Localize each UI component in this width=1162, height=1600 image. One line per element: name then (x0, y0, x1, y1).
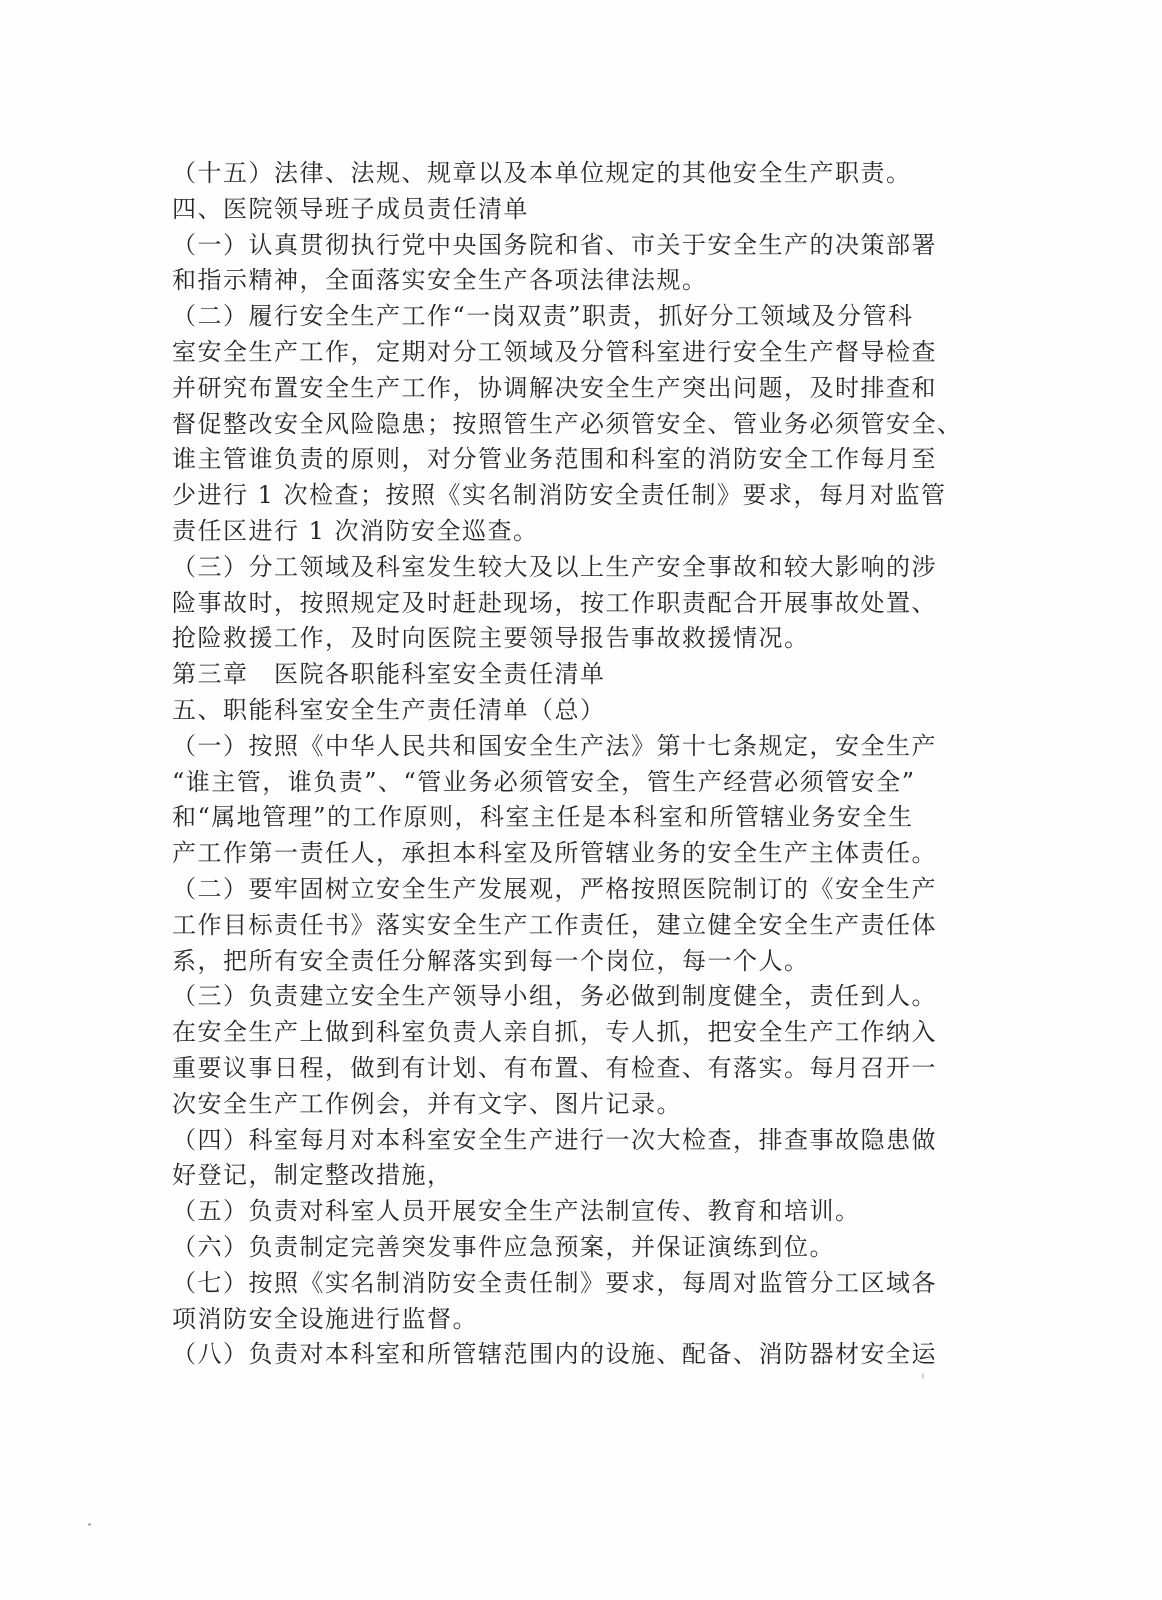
text-line: （四）科室每月对本科室安全生产进行一次大检查，排查事故隐患做 (172, 1125, 937, 1154)
text-line: （五）负责对科室人员开展安全生产法制宣传、教育和培训。 (172, 1197, 861, 1226)
text-line: 谁主管谁负责的原则，对分管业务范围和科室的消防安全工作每月至 (172, 445, 937, 474)
text-line: （三）分工领域及科室发生较大及以上生产安全事故和较大影响的涉 (172, 552, 937, 581)
text-line: 险事故时，按照规定及时赶赴现场，按工作职责配合开展事故处置、 (172, 588, 937, 617)
text-line: 重要议事日程，做到有计划、有布置、有检查、有落实。每月召开一 (172, 1053, 937, 1082)
section-heading: 五、职能科室安全生产责任清单（总） (172, 695, 606, 724)
text-line: 次安全生产工作例会，并有文字、图片记录。 (172, 1089, 682, 1118)
text-line: （十五）法律、法规、规章以及本单位规定的其他安全生产职责。 (172, 159, 912, 187)
section-heading: 四、医院领导班子成员责任清单 (172, 194, 529, 223)
text-line: 和“属地管理”的工作原则，科室主任是本科室和所管辖业务安全生 (172, 803, 914, 832)
scan-speck (88, 1523, 91, 1526)
text-line: 系，把所有安全责任分解落实到每一个岗位，每一个人。 (172, 946, 810, 975)
text-line: （二）履行安全生产工作“一岗双责”职责，抓好分工领域及分管科 (172, 302, 914, 331)
text-line: （一）认真贯彻执行党中央国务院和省、市关于安全生产的决策部署 (172, 230, 937, 259)
text-line: （二）要牢固树立安全生产发展观，严格按照医院制订的《安全生产 (172, 874, 937, 903)
text-line: 在安全生产上做到科室负责人亲自抓，专人抓，把安全生产工作纳入 (172, 1018, 937, 1047)
text-line: 产工作第一责任人，承担本科室及所管辖业务的安全生产主体责任。 (172, 839, 937, 868)
text-line: 室安全生产工作，定期对分工领域及分管科室进行安全生产督导检查 (172, 337, 937, 366)
text-line: 和指示精神，全面落实安全生产各项法律法规。 (172, 266, 708, 295)
text-line: （六）负责制定完善突发事件应急预案，并保证演练到位。 (172, 1232, 835, 1261)
text-line: 并研究布置安全生产工作，协调解决安全生产突出问题，及时排查和 (172, 373, 937, 402)
text-line: （三）负责建立安全生产领导小组，务必做到制度健全，责任到人。 (172, 982, 937, 1011)
scan-speck (922, 1373, 924, 1379)
text-line: 项消防安全设施进行监督。 (172, 1304, 478, 1333)
document-body (172, 156, 962, 1373)
text-line: 抢险救援工作，及时向医院主要领导报告事故救援情况。 (172, 624, 810, 653)
text-line: “谁主管，谁负责”、“管业务必须管安全，管生产经营必须管安全” (172, 767, 916, 796)
chapter-heading: 第三章 医院各职能科室安全责任清单 (172, 660, 606, 689)
text-line: 督促整改安全风险隐患；按照管生产必须管安全、管业务必须管安全、 (172, 409, 963, 438)
text-line: （八）负责对本科室和所管辖范围内的设施、配备、消防器材安全运 (172, 1340, 937, 1369)
text-line: （一）按照《中华人民共和国安全生产法》第十七条规定，安全生产 (172, 731, 937, 760)
text-line: 工作目标责任书》落实安全生产工作责任，建立健全安全生产责任体 (172, 910, 937, 939)
text-line: 好登记，制定整改措施， (172, 1161, 453, 1190)
text-line: 少进行 1 次检查；按照《实名制消防安全责任制》要求，每月对监管 (172, 481, 947, 510)
text-line: （七）按照《实名制消防安全责任制》要求，每周对监管分工区域各 (172, 1268, 937, 1297)
text-line: 责任区进行 1 次消防安全巡查。 (172, 516, 539, 545)
